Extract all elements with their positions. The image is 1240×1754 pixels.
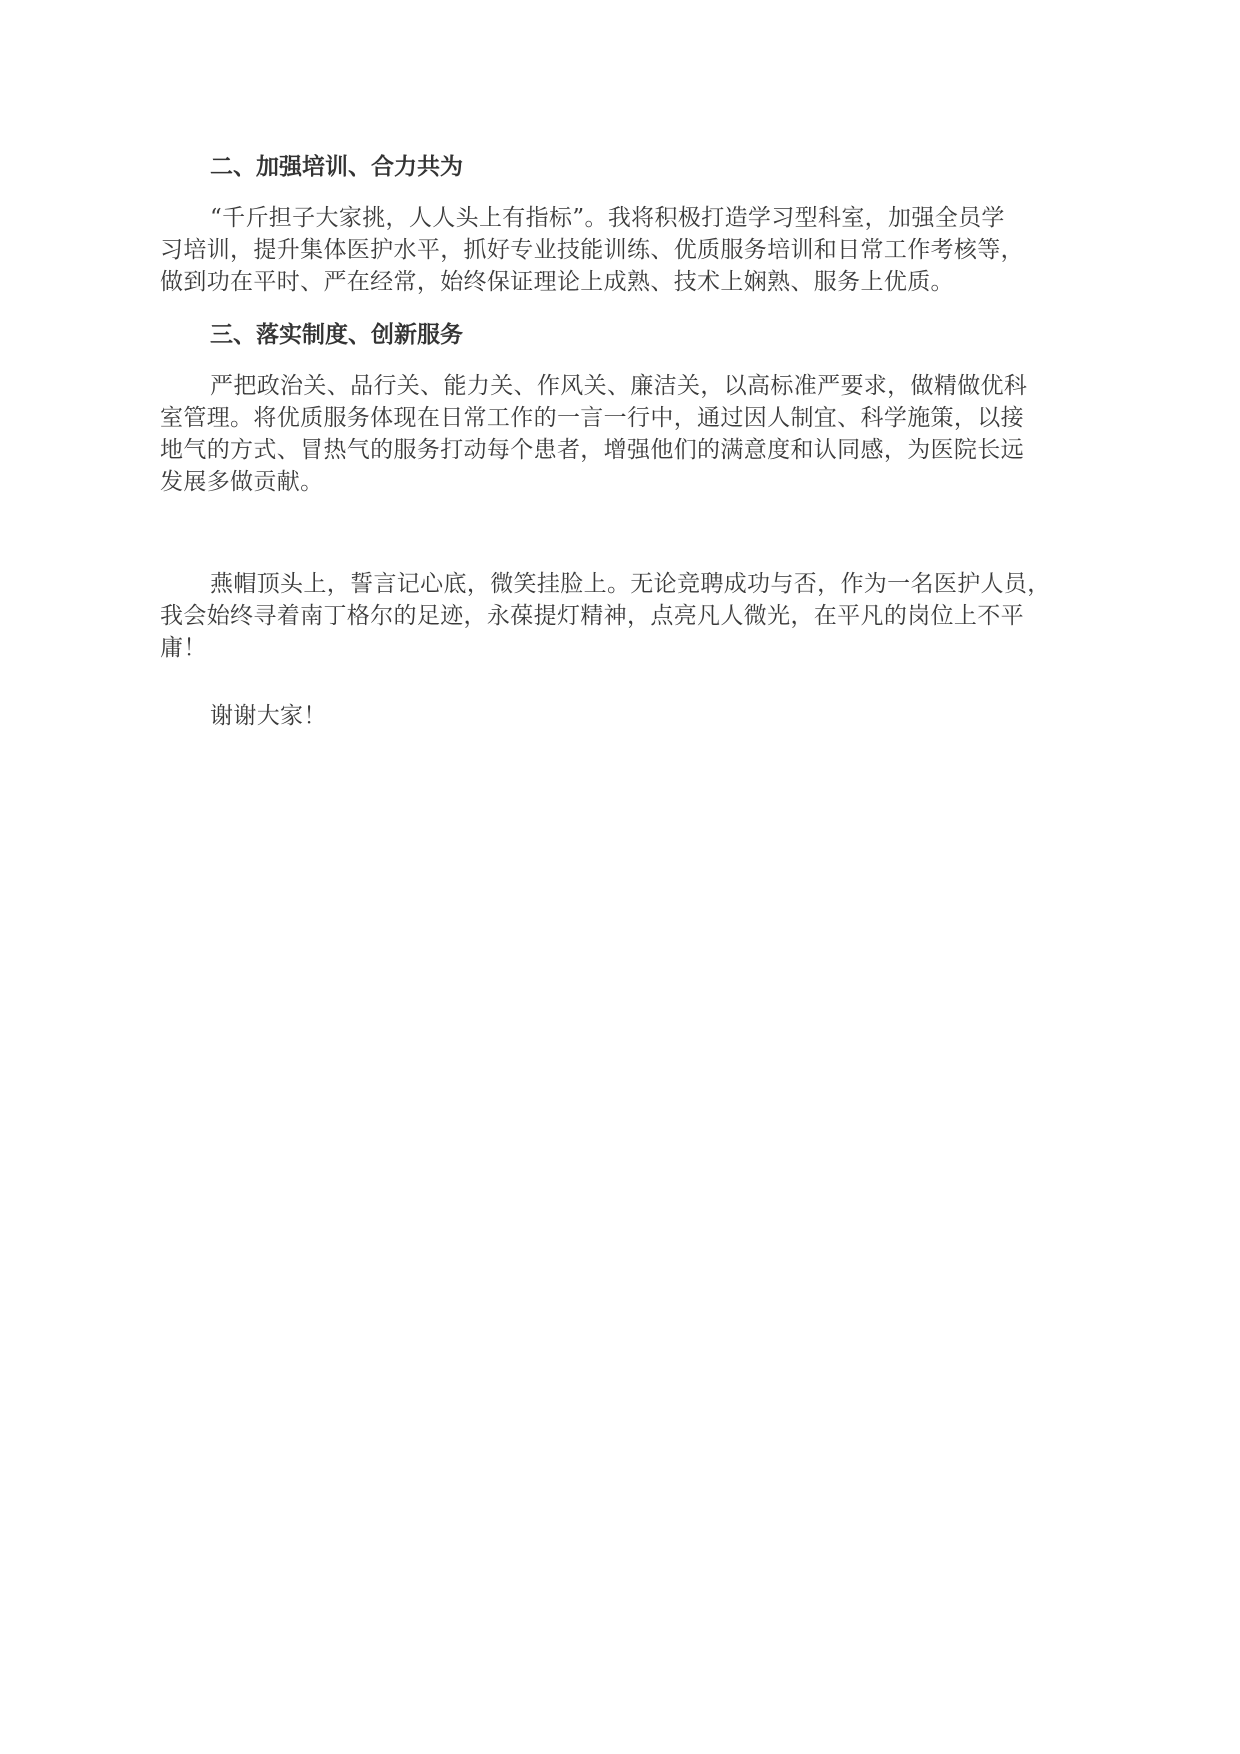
paragraph-line: 室管理。将优质服务体现在日常工作的一言一行中，通过因人制宜、科学施策，以接 — [160, 405, 1024, 431]
paragraph-line: 我会始终寻着南丁格尔的足迹，永葆提灯精神，点亮凡人微光，在平凡的岗位上不平 — [160, 603, 1024, 629]
section-heading-system: 三、落实制度、创新服务 — [210, 322, 463, 348]
thanks-line: 谢谢大家！ — [210, 703, 327, 729]
paragraph-line: 发展多做贡献。 — [160, 469, 324, 495]
section-heading-training: 二、加强培训、合力共为 — [210, 154, 463, 180]
paragraph-line: “千斤担子大家挑，人人头上有指标”。我将积极打造学习型科室，加强全员学 — [210, 205, 1005, 231]
paragraph-line: 燕帽顶头上，誓言记心底，微笑挂脸上。无论竞聘成功与否，作为一名医护人员， — [210, 571, 1051, 597]
paragraph-training — [160, 202, 1098, 298]
paragraph-line: 地气的方式、冒热气的服务打动每个患者，增强他们的满意度和认同感，为医院长远 — [160, 437, 1024, 463]
paragraph-line: 严把政治关、品行关、能力关、作风关、廉洁关，以高标准严要求，做精做优科 — [210, 373, 1028, 399]
paragraph-line: 做到功在平时、严在经常，始终保证理论上成熟、技术上娴熟、服务上优质。 — [160, 269, 954, 295]
paragraph-line: 习培训，提升集体医护水平，抓好专业技能训练、优质服务培训和日常工作考核等， — [160, 237, 1024, 263]
section-system — [160, 318, 1098, 495]
closing-paragraph — [160, 568, 1098, 664]
section-training — [160, 150, 1098, 295]
paragraph-system — [160, 370, 1098, 498]
paragraph-line: 庸！ — [160, 635, 207, 661]
